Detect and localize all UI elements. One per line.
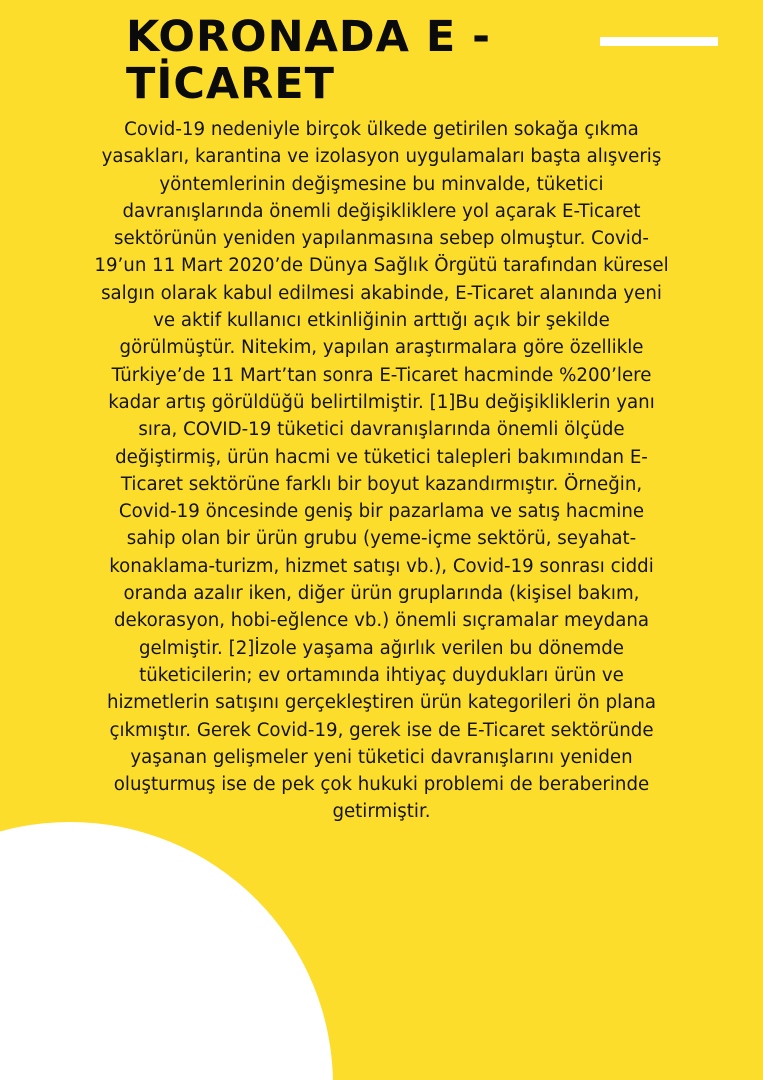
body-line: oluşturmuş ise de pek çok hukuki problemi de beraberinde xyxy=(113,774,650,796)
body-line: ve aktif kullanıcı etkinliğinin arttığı açık bir şekilde xyxy=(153,310,610,332)
body-line: sektörünün yeniden yapılanmasına sebep olmuştur. Covid- xyxy=(114,228,649,250)
decorative-white-circle xyxy=(0,822,333,1080)
body-line: sıra, COVID-19 tüketici davranışlarında önemli ölçüde xyxy=(138,419,625,441)
body-line: kadar artış görüldüğü belirtilmiştir. [1]Bu değişikliklerin yanı xyxy=(108,391,655,413)
body-line: Ticaret sektörüne farklı bir boyut kazandırmıştır. Örneğin, xyxy=(120,473,643,495)
body-line: görülmüştür. Nitekim, yapılan araştırmalara göre özellikle xyxy=(119,337,644,359)
body-line: yaşanan gelişmeler yeni tüketici davranışlarını yeniden xyxy=(130,746,633,768)
body-line: gelmiştir. [2]İzole yaşama ağırlık verilen bu dönemde xyxy=(139,637,624,659)
body-line: konaklama-turizm, hizmet satışı vb.), Covid-19 sonrası ciddi xyxy=(109,555,654,577)
page-title xyxy=(126,14,491,108)
decorative-white-bar xyxy=(600,37,718,46)
body-line: sahip olan bir ürün grubu (yeme-içme sektörü, seyahat- xyxy=(126,528,637,550)
body-line: Covid-19 öncesinde geniş bir pazarlama ve satış hacmine xyxy=(118,501,645,523)
body-line: hizmetlerin satışını gerçekleştiren ürün kategorileri ön plana xyxy=(106,692,657,714)
body-line: yasakları, karantina ve izolasyon uygulamaları başta alışveriş xyxy=(101,146,662,168)
body-line: tüketicilerin; ev ortamında ihtiyaç duydukları ürün ve xyxy=(139,664,624,686)
body-line: oranda azalır iken, diğer ürün gruplarında (kişisel bakım, xyxy=(123,583,640,605)
body-line: davranışlarında önemli değişikliklere yol açarak E-Ticaret xyxy=(122,200,641,222)
body-paragraph xyxy=(40,116,723,826)
body-line: yöntemlerinin değişmesine bu minvalde, tüketici xyxy=(159,173,604,195)
body-line: salgın olarak kabul edilmesi akabinde, E-Ticaret alanında yeni xyxy=(101,282,662,304)
body-line: Türkiye’de 11 Mart’tan sonra E-Ticaret hacminde %200’lere xyxy=(111,364,652,386)
body-line: çıkmıştır. Gerek Covid-19, gerek ise de E-Ticaret sektöründe xyxy=(109,719,654,741)
body-line: değiştirmiş, ürün hacmi ve tüketici talepleri bakımından E- xyxy=(115,446,648,468)
body-line: Covid-19 nedeniyle birçok ülkede getirilen sokağa çıkma xyxy=(124,119,639,140)
title-line-2: TİCARET xyxy=(126,59,335,109)
body-line: 19’un 11 Mart 2020’de Dünya Sağlık Örgütü tarafından küresel xyxy=(94,255,669,277)
title-line-1: KORONADA E - xyxy=(126,12,492,62)
body-line: getirmiştir. xyxy=(332,801,431,823)
body-line: dekorasyon, hobi-eğlence vb.) önemli sıçramalar meydana xyxy=(113,610,650,632)
